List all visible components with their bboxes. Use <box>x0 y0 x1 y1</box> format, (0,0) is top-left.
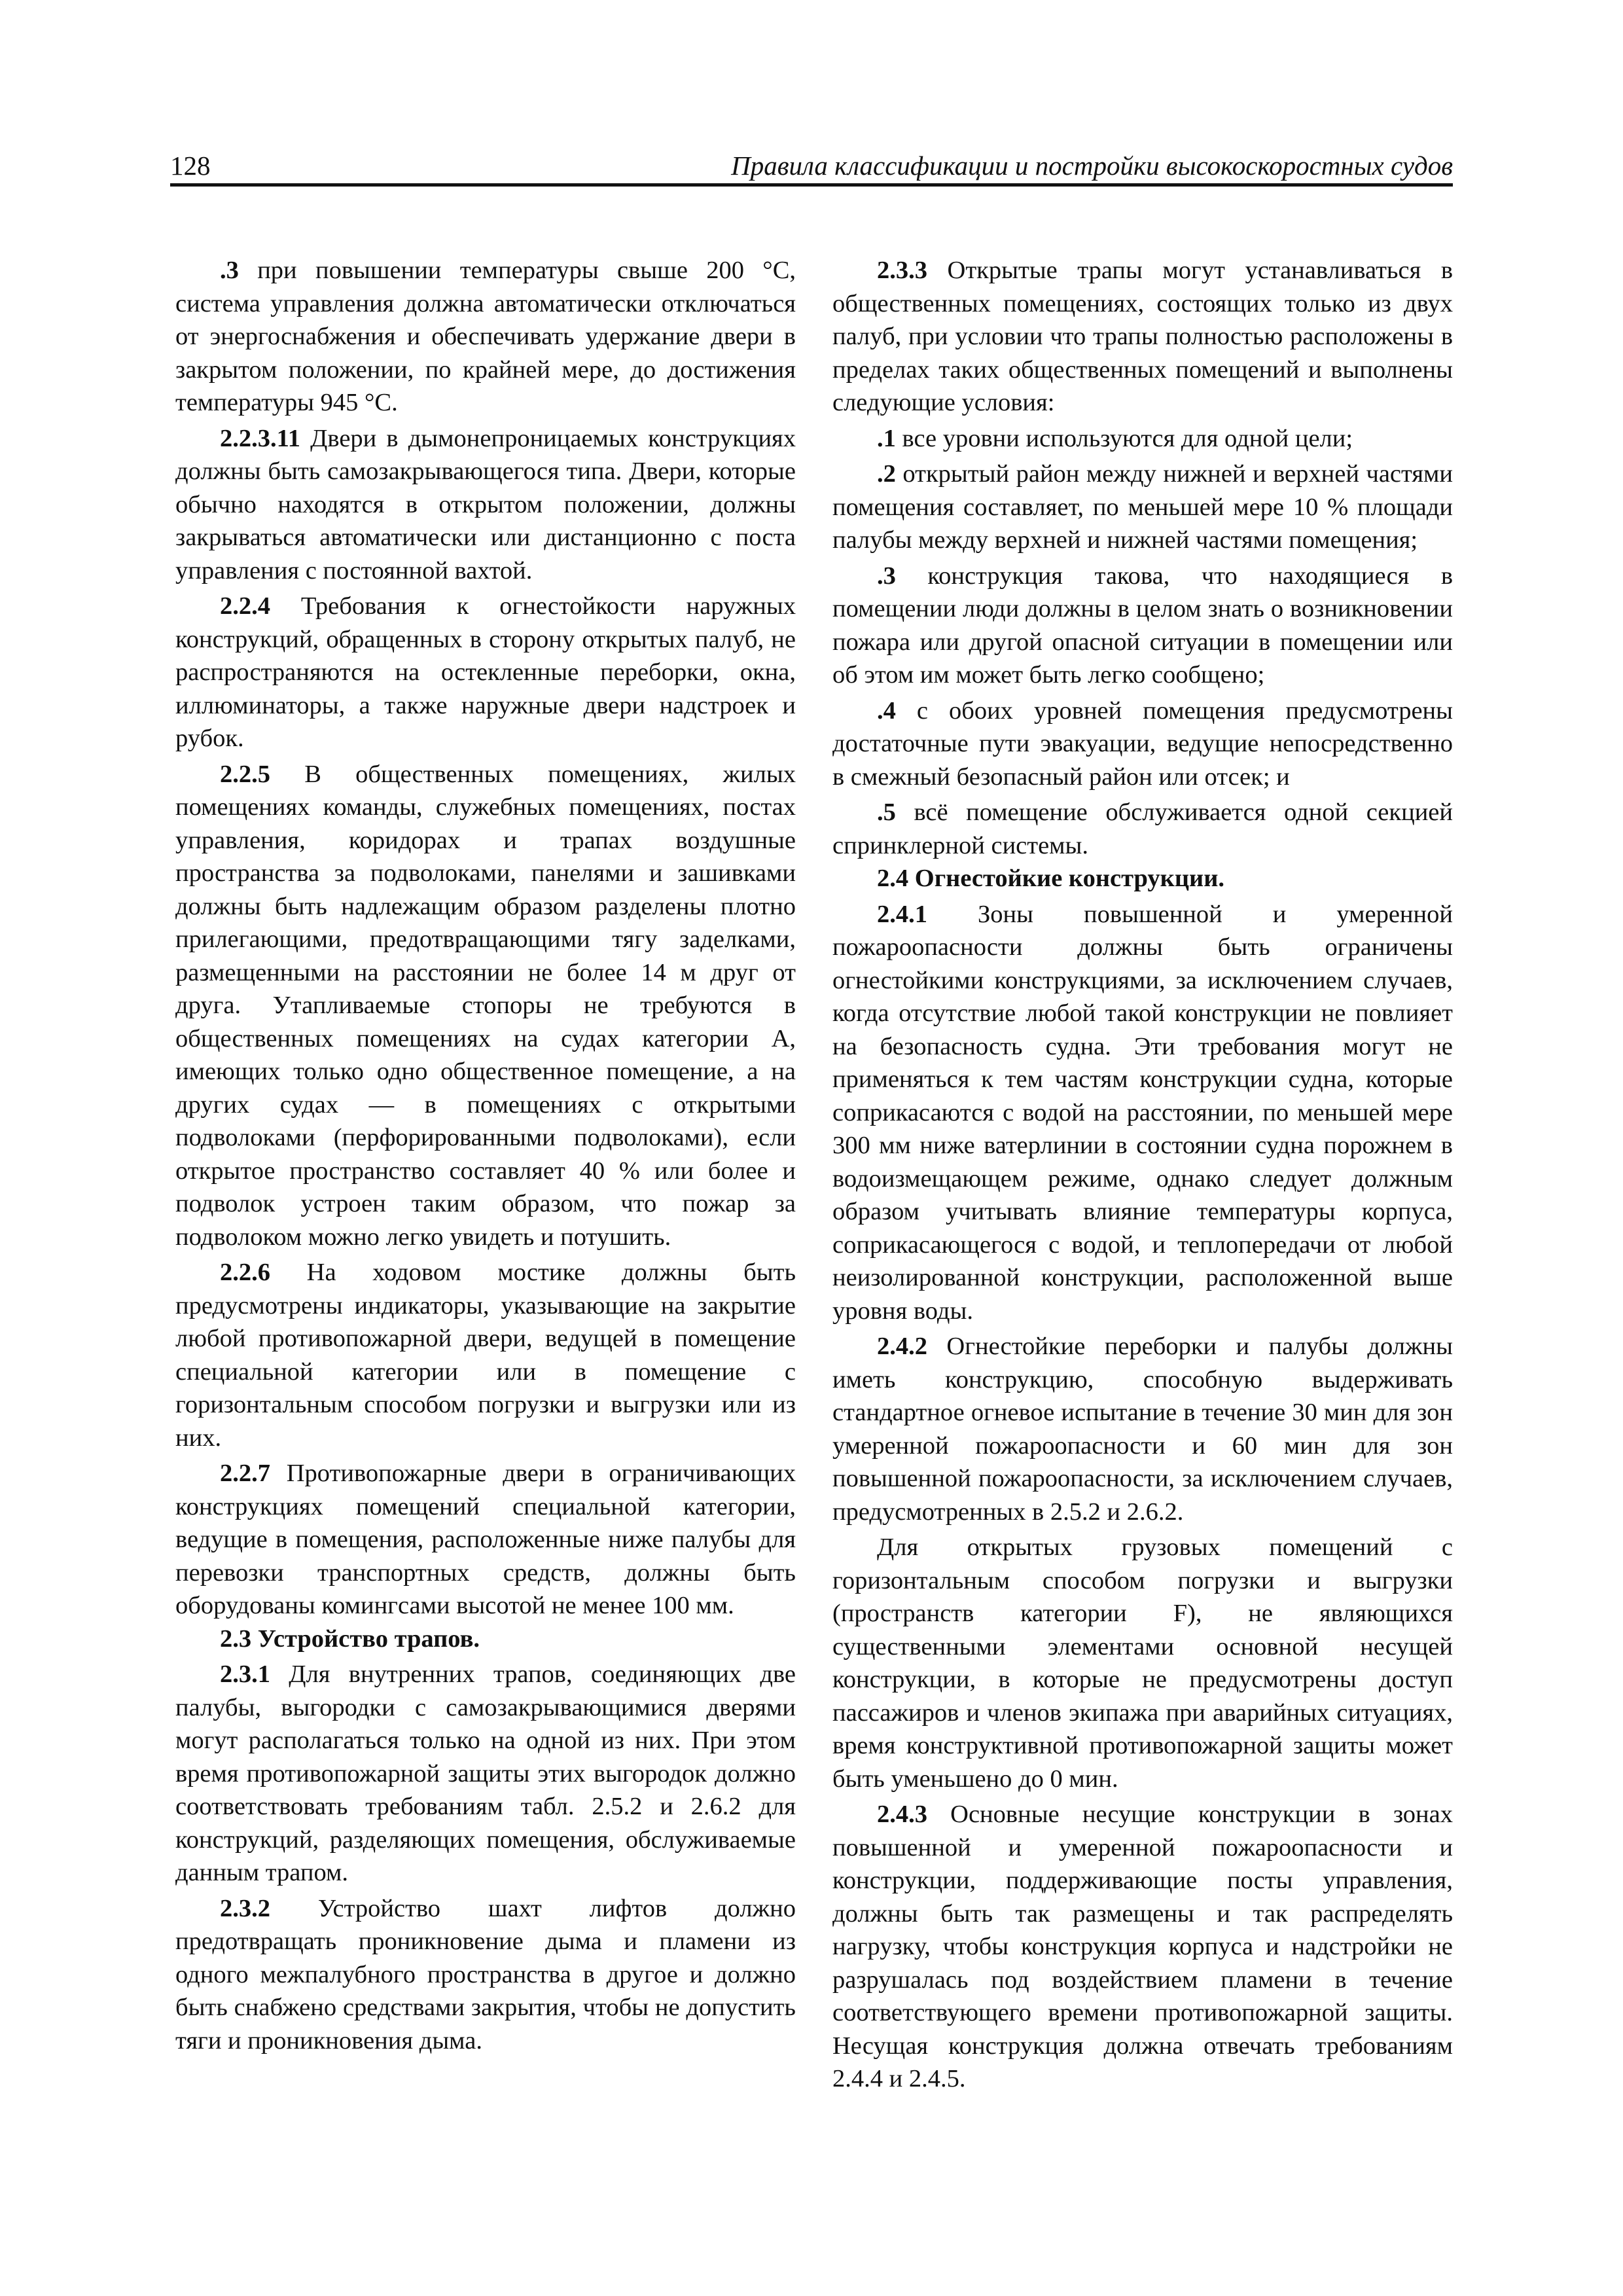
clause-label: 2.2.3.11 <box>220 424 301 452</box>
clause-text: Основные несущие конструкции в зонах повышенной и умеренной пожароопасности и конструкции, поддерживающие посты управления, должны быть так размещены и так распределять нагрузку, чтобы конструкция корпуса и надстройки не разрушалась под воздействием пламени в течение соответствующего времени противопожарной защиты. Несущая конструкция должна отвечать требованиям 2.4.4 и 2.4.5. <box>832 1801 1453 2092</box>
paragraph <box>175 1256 796 1454</box>
section-heading: 2.4 Огнестойкие конструкции. <box>877 865 1225 892</box>
list-item <box>832 796 1453 862</box>
item-label: .4 <box>877 696 896 725</box>
paragraph <box>175 1658 796 1890</box>
page-header <box>170 147 1453 187</box>
clause-label: 2.2.7 <box>220 1460 270 1487</box>
clause-label: 2.2.4 <box>220 592 270 620</box>
page-number: 128 <box>170 151 211 181</box>
clause-label: 2.4.1 <box>877 900 927 928</box>
clause-text: На ходовом мостике должны быть предусмотрены индикаторы, указывающие на закрытие любой противопожарной двери, ведущей в помещение специальной категории или в помещение с горизонтальным способом погрузки и выгрузки или из них. <box>175 1259 796 1452</box>
clause-label: 2.3.2 <box>220 1894 270 1922</box>
list-item <box>832 422 1453 456</box>
item-label: .5 <box>877 798 896 826</box>
clause-label: 2.4.3 <box>877 1801 927 1828</box>
paragraph <box>175 254 796 420</box>
clause-label: 2.4.2 <box>877 1333 927 1360</box>
paragraph <box>175 1892 796 2058</box>
clause-text: Для внутренних трапов, соединяющих две палубы, выгородки с самозакрывающимися дверями могут располагаться только на одной из них. При этом время противопожарной защиты этих выгородок должно соответствовать требованиям табл. 2.5.2 и 2.6.2 для конструкций, разделяющих помещения, обслуживаемые данным трапом. <box>175 1660 796 1886</box>
clause-text: В общественных помещениях, жилых помещениях команды, служебных помещениях, постах управления, коридорах и трапах воздушные пространства за подволоками, панелями и зашивками должны быть надлежащим образом разделены плотно прилегающими, предотвращающими тягу заделками, размещенными на расстоянии не более 14 м друг от друга. Утапливаемые стопоры не требуются в общественных помещениях на судах категории А, имеющих только одно общественное помещение, а на других судах — в помещениях с открытыми подволоками (перфорированными подволоками), если открытое пространство составляет 40 % или более и подволок устроен таким образом, что пожар за подволоком можно легко увидеть и потушить. <box>175 760 796 1251</box>
running-title: Правила классификации и постройки высокоскоростных судов <box>731 151 1453 181</box>
item-text: все уровни используются для одной цели; <box>895 424 1353 452</box>
clause-text: Устройство шахт лифтов должно предотвращать проникновение дыма и пламени из одного межпалубного пространства в другое и должно быть снабжено средствами закрытия, чтобы не допустить тяги и проникновения дыма. <box>175 1894 796 2054</box>
clause-label: 2.2.6 <box>220 1259 270 1286</box>
paragraph <box>832 1531 1453 1795</box>
paragraph <box>832 1798 1453 2096</box>
section-heading: 2.3 Устройство трапов. <box>220 1624 480 1653</box>
paragraph <box>832 1330 1453 1528</box>
clause-label: .3 <box>220 257 239 284</box>
paragraph <box>832 898 1453 1328</box>
item-label: .3 <box>877 562 896 590</box>
clause-text: Зоны повышенной и умеренной пожароопасности должны быть ограничены огнестойкими конструкциями, за исключением случаев, когда отсутствие любой такой конструкции не повлияет на безопасность судна. Эти требования могут не применяться к тем частям конструкции судна, которые соприкасаются с водой на расстоянии, по меньшей мере 300 мм ниже ватерлинии в состоянии судна порожнем в водоизмещающем режиме, однако следует должным образом учитывать влияние температуры корпуса, соприкасающегося с водой, и теплопередачи от любой неизолированной конструкции, расположенной выше уровня воды. <box>832 900 1453 1325</box>
clause-text: при повышении температуры свыше 200 °С, система управления должна автоматически отключаться от энергоснабжения и обеспечивать удержание двери в закрытом положении, по крайней мере, до достижения температуры 945 °С. <box>175 257 796 416</box>
paragraph <box>175 1457 796 1623</box>
clause-text: Двери в дымонепроницаемых конструкциях должны быть самозакрывающегося типа. Двери, которые обычно находятся в открытом положении, должны закрываться автоматически или дистанционно с поста управления с постоянной вахтой. <box>175 424 796 584</box>
list-item <box>832 457 1453 557</box>
item-text: открытый район между нижней и верхней частями помещения составляет, по меньшей мере 10 % площади палубы между верхней и нижней частями помещения; <box>832 460 1453 554</box>
left-column <box>175 254 796 2057</box>
clause-text: Для открытых грузовых помещений с горизонтальным способом погрузки и выгрузки (пространств категории F), не являющихся существенными элементами основной несущей конструкции, в которые не предусмотрены доступ пассажиров и членов экипажа при аварийных ситуациях, время конструктивной противопожарной защиты может быть уменьшено до 0 мин. <box>832 1534 1453 1793</box>
paragraph <box>832 254 1453 420</box>
clause-text: Открытые трапы могут устанавливаться в общественных помещениях, состоящих только из двух палуб, при условии что трапы полностью расположены в пределах таких общественных помещений и выполнены следующие условия: <box>832 257 1453 416</box>
item-text: всё помещение обслуживается одной секцией спринклерной системы. <box>832 798 1453 859</box>
right-column <box>832 254 1453 2096</box>
paragraph <box>175 422 796 588</box>
paragraph <box>175 590 796 755</box>
clause-label: 2.2.5 <box>220 760 270 788</box>
item-text: конструкция такова, что находящиеся в помещении люди должны в целом знать о возникновении пожара или другой опасной ситуации в помещении или об этом им может быть легко сообщено; <box>832 562 1453 689</box>
clause-text: Требования к огнестойкости наружных конструкций, обращенных в сторону открытых палуб, не распространяются на остекленные переборки, окна, иллюминаторы, а также наружные двери надстроек и рубок. <box>175 592 796 752</box>
clause-label: 2.3.1 <box>220 1660 270 1688</box>
list-item <box>832 560 1453 692</box>
item-label: .2 <box>877 460 896 488</box>
item-label: .1 <box>877 424 896 452</box>
paragraph <box>175 758 796 1254</box>
item-text: с обоих уровней помещения предусмотрены достаточные пути эвакуации, ведущие непосредственно в смежный безопасный район или отсек; и <box>832 696 1453 791</box>
clause-text: Огнестойкие переборки и палубы должны иметь конструкцию, способную выдерживать стандартное огневое испытание в течение 30 мин для зон умеренной пожароопасности и 60 мин для зон повышенной пожароопасности, за исключением случаев, предусмотренных в 2.5.2 и 2.6.2. <box>832 1333 1453 1526</box>
clause-label: 2.3.3 <box>877 257 927 284</box>
clause-text: Противопожарные двери в ограничивающих конструкциях помещений специальной категории, ведущие в помещения, расположенные ниже палубы для перевозки транспортных средств, должны быть оборудованы комингсами высотой не менее 100 мм. <box>175 1460 796 1619</box>
list-item <box>832 694 1453 794</box>
